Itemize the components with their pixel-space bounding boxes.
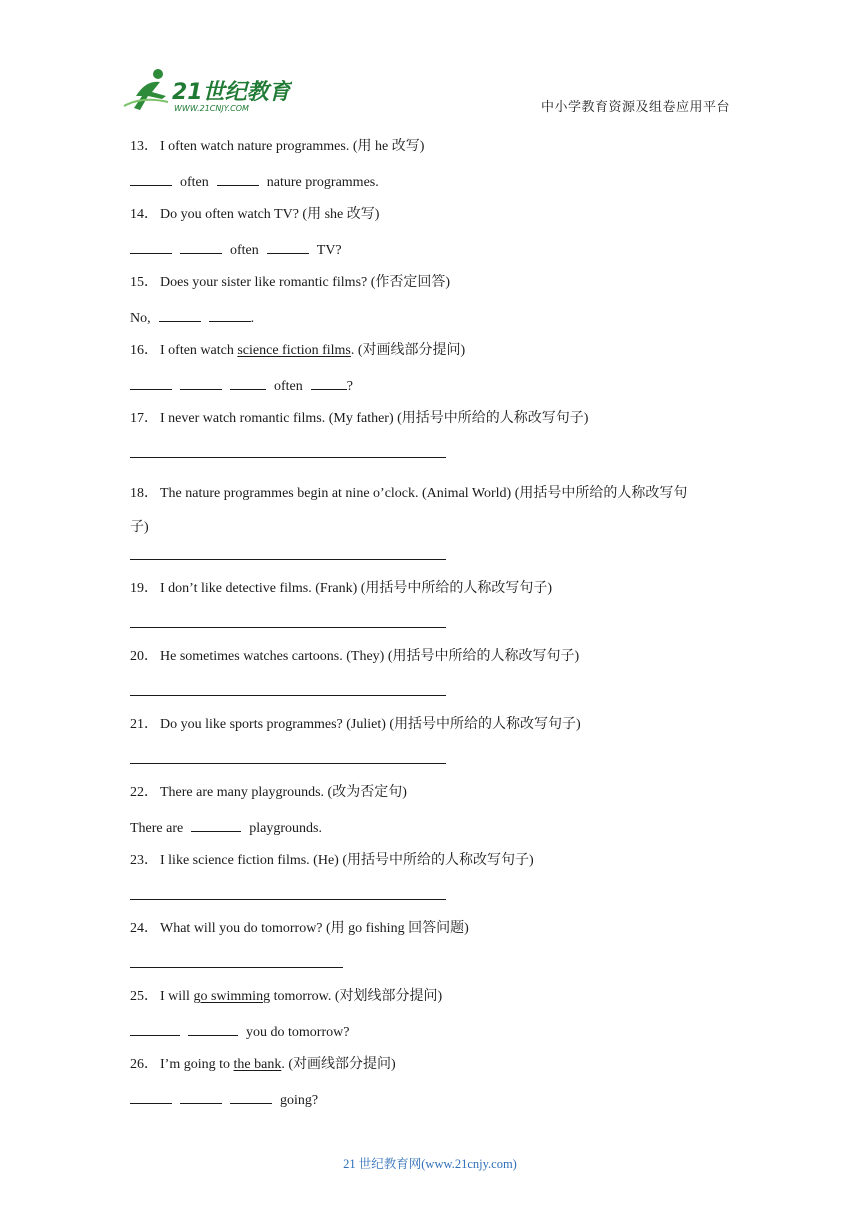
- question-number: 13．: [130, 139, 158, 154]
- question-instruction: tomorrow. (对划线部分提问): [270, 989, 443, 1004]
- answer-19: [130, 613, 740, 647]
- answer-word: often: [230, 243, 259, 258]
- question-text: What will you do tomorrow? (用 go fishing 回答问题): [160, 921, 469, 936]
- runner-logo-icon: [122, 66, 292, 116]
- answer-line[interactable]: [130, 613, 446, 628]
- answer-blank[interactable]: [159, 307, 201, 322]
- answer-15: No, .: [130, 307, 740, 341]
- question-text: I will: [160, 989, 194, 1004]
- answer-word: There are: [130, 821, 184, 836]
- answer-blank[interactable]: [130, 1089, 172, 1104]
- question-number: 17．: [130, 411, 158, 426]
- answer-blank[interactable]: [311, 375, 347, 390]
- answer-word: No,: [130, 311, 151, 326]
- answer-word: ?: [346, 379, 353, 394]
- question-19: [130, 579, 740, 613]
- question-text: He sometimes watches cartoons. (They) (用括号中所给的人称改写句子): [160, 649, 580, 664]
- answer-blank[interactable]: [130, 1021, 180, 1036]
- question-text: I’m going to: [160, 1057, 234, 1072]
- answer-14: [130, 239, 740, 273]
- underlined-phrase: go swimming: [193, 989, 271, 1004]
- question-number: 16．: [130, 343, 158, 358]
- answer-line[interactable]: [130, 749, 446, 764]
- answer-blank[interactable]: [209, 307, 251, 322]
- question-23: [130, 851, 740, 885]
- question-number: 24．: [130, 921, 158, 936]
- question-16: [130, 341, 740, 375]
- question-15: [130, 273, 740, 307]
- answer-17: [130, 443, 740, 477]
- question-text: I like science fiction films. (He) (用括号中所给的人称改写句子): [160, 853, 534, 868]
- question-list: [130, 137, 740, 1123]
- answer-blank[interactable]: [180, 375, 222, 390]
- answer-23: [130, 885, 740, 919]
- question-20: [130, 647, 740, 681]
- question-text: Do you like sports programmes? (Juliet) (用括号中所给的人称改写句子): [160, 717, 581, 732]
- answer-20: [130, 681, 740, 715]
- question-instruction: . (对画线部分提问): [350, 343, 466, 358]
- question-24: [130, 919, 740, 953]
- question-18: [130, 477, 740, 545]
- question-17: [130, 409, 740, 443]
- question-13: [130, 137, 740, 171]
- question-text: There are many playgrounds. (改为否定句): [160, 785, 407, 800]
- question-number: 23．: [130, 853, 158, 868]
- answer-blank[interactable]: [180, 239, 222, 254]
- question-text-continued: 子): [130, 520, 149, 535]
- answer-line[interactable]: [130, 953, 343, 968]
- question-number: 21．: [130, 717, 158, 732]
- logo: [122, 66, 292, 116]
- answer-blank[interactable]: [191, 817, 241, 832]
- answer-line[interactable]: [130, 545, 446, 560]
- answer-line[interactable]: [130, 681, 446, 696]
- question-text: I don’t like detective films. (Frank) (用括号中所给的人称改写句子): [160, 581, 553, 596]
- answer-16: [130, 375, 740, 409]
- answer-word: playgrounds.: [249, 821, 322, 836]
- answer-blank[interactable]: [130, 171, 172, 186]
- underlined-phrase: the bank: [233, 1057, 282, 1072]
- question-text: I often watch: [160, 343, 238, 358]
- question-number: 22．: [130, 785, 158, 800]
- question-number: 15．: [130, 275, 158, 290]
- answer-13: [130, 171, 740, 205]
- answer-blank[interactable]: [230, 375, 266, 390]
- answer-blank[interactable]: [188, 1021, 238, 1036]
- question-25: [130, 987, 740, 1021]
- underlined-phrase: science fiction films: [237, 343, 351, 358]
- answer-word: going?: [280, 1093, 319, 1108]
- question-number: 26．: [130, 1057, 158, 1072]
- answer-blank[interactable]: [130, 239, 172, 254]
- question-text: Do you often watch TV? (用 she 改写): [160, 207, 380, 222]
- question-22: [130, 783, 740, 817]
- answer-blank[interactable]: [230, 1089, 272, 1104]
- answer-25: [130, 1021, 740, 1055]
- answer-word: nature programmes.: [266, 175, 379, 190]
- answer-word: TV?: [316, 243, 342, 258]
- answer-word: you do tomorrow?: [246, 1025, 350, 1040]
- question-number: 18．: [130, 486, 158, 501]
- question-26: [130, 1055, 740, 1089]
- answer-22: [130, 817, 740, 851]
- question-text: Does your sister like romantic films? (作否定回答): [160, 275, 451, 290]
- answer-blank[interactable]: [217, 171, 259, 186]
- answer-line[interactable]: [130, 443, 446, 458]
- question-text: I never watch romantic films. (My father) (用括号中所给的人称改写句子): [160, 411, 589, 426]
- answer-26: [130, 1089, 740, 1123]
- page-header: [0, 0, 860, 118]
- answer-blank[interactable]: [180, 1089, 222, 1104]
- question-21: [130, 715, 740, 749]
- answer-blank[interactable]: [267, 239, 309, 254]
- question-instruction: . (对画线部分提问): [281, 1057, 396, 1072]
- question-number: 19．: [130, 581, 158, 596]
- answer-word: often: [180, 175, 209, 190]
- answer-21: [130, 749, 740, 783]
- svg-text:21世纪教育: 21世纪教育: [172, 80, 291, 105]
- question-text: The nature programmes begin at nine o’clock. (Animal World) (用括号中所给的人称改写句: [160, 486, 688, 501]
- answer-blank[interactable]: [130, 375, 172, 390]
- page-footer[interactable]: 21 世纪教育网(www.21cnjy.com): [343, 1157, 517, 1171]
- answer-18: [130, 545, 740, 579]
- question-number: 20．: [130, 649, 158, 664]
- answer-24: [130, 953, 740, 987]
- question-14: [130, 205, 740, 239]
- question-number: 14．: [130, 207, 158, 222]
- svg-text:WWW.21CNJY.COM: WWW.21CNJY.COM: [174, 104, 249, 113]
- answer-line[interactable]: [130, 885, 446, 900]
- platform-slogan: 中小学教育资源及组卷应用平台: [540, 100, 730, 115]
- question-number: 25．: [130, 989, 158, 1004]
- answer-word: often: [274, 379, 303, 394]
- question-text: I often watch nature programmes. (用 he 改写): [160, 139, 425, 154]
